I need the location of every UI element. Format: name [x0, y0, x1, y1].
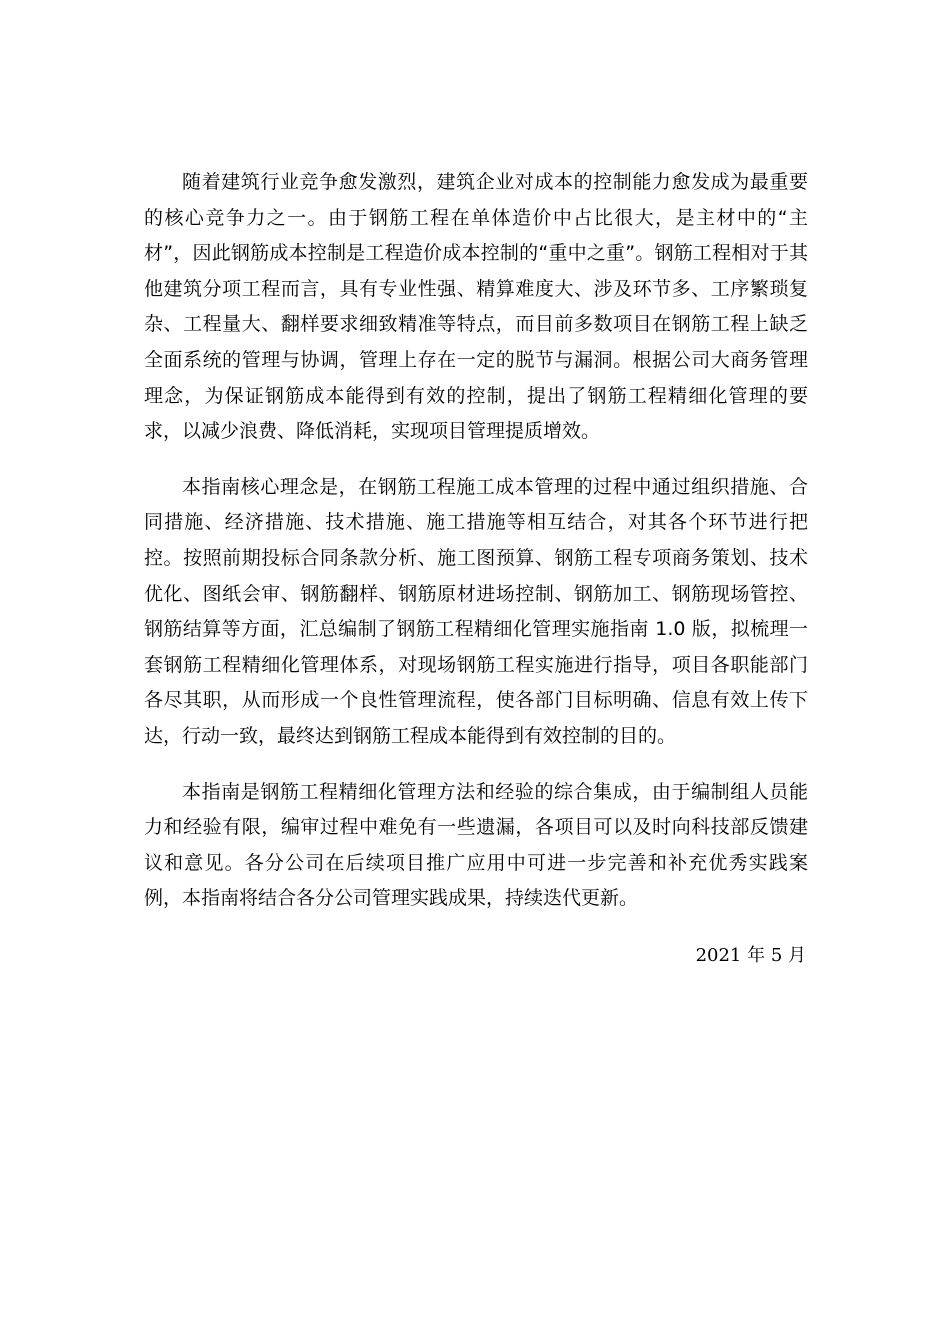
document-date: 2021 年 5 月 — [695, 945, 806, 966]
paragraph-closing: 本指南是钢筋工程精细化管理方法和经验的综合集成，由于编制组人员能力和经验有限，编审过程中难免有一些遗漏，各项目可以及时向科技部反馈建议和意见。各分公司在后续项目推广应用中可进一步完善和补充优秀实践案例，本指南将结合各分公司管理实践成果，持续迭代更新。 — [144, 780, 808, 910]
document-body — [144, 165, 808, 937]
paragraph-intro: 随着建筑行业竞争愈发激烈，建筑企业对成本的控制能力愈发成为最重要的核心竞争力之一。由于钢筋工程在单体造价中占比很大，是主材中的“主材”，因此钢筋成本控制是工程造价成本控制的“重中之重”。钢筋工程相对于其他建筑分项工程而言，具有专业性强、精算难度大、涉及环节多、工序繁琐复杂、工程量大、翻样要求细致精准等特点，而目前多数项目在钢筋工程上缺乏全面系统的管理与协调，管理上存在一定的脱节与漏洞。根据公司大商务管理理念，为保证钢筋成本能得到有效的控制，提出了钢筋工程精细化管理的要求，以减少浪费、降低消耗，实现项目管理提质增效。 — [144, 171, 808, 443]
paragraph-core-concept: 本指南核心理念是，在钢筋工程施工成本管理的过程中通过组织措施、合同措施、经济措施、技术措施、施工措施等相互结合，对其各个环节进行把控。按照前期投标合同条款分析、施工图预算、钢筋工程专项商务策划、技术优化、图纸会审、钢筋翻样、钢筋原材进场控制、钢筋加工、钢筋现场管控、钢筋结算等方面，汇总编制了钢筋工程精细化管理实施指南 1.0 版，拟梳理一套钢筋工程精细化管理体系，对现场钢筋工程实施进行指导，项目各职能部门各尽其职，从而形成一个良性管理流程，使各部门目标明确、信息有效上传下达，行动一致，最终达到钢筋工程成本能得到有效控制的目的。 — [144, 475, 808, 747]
